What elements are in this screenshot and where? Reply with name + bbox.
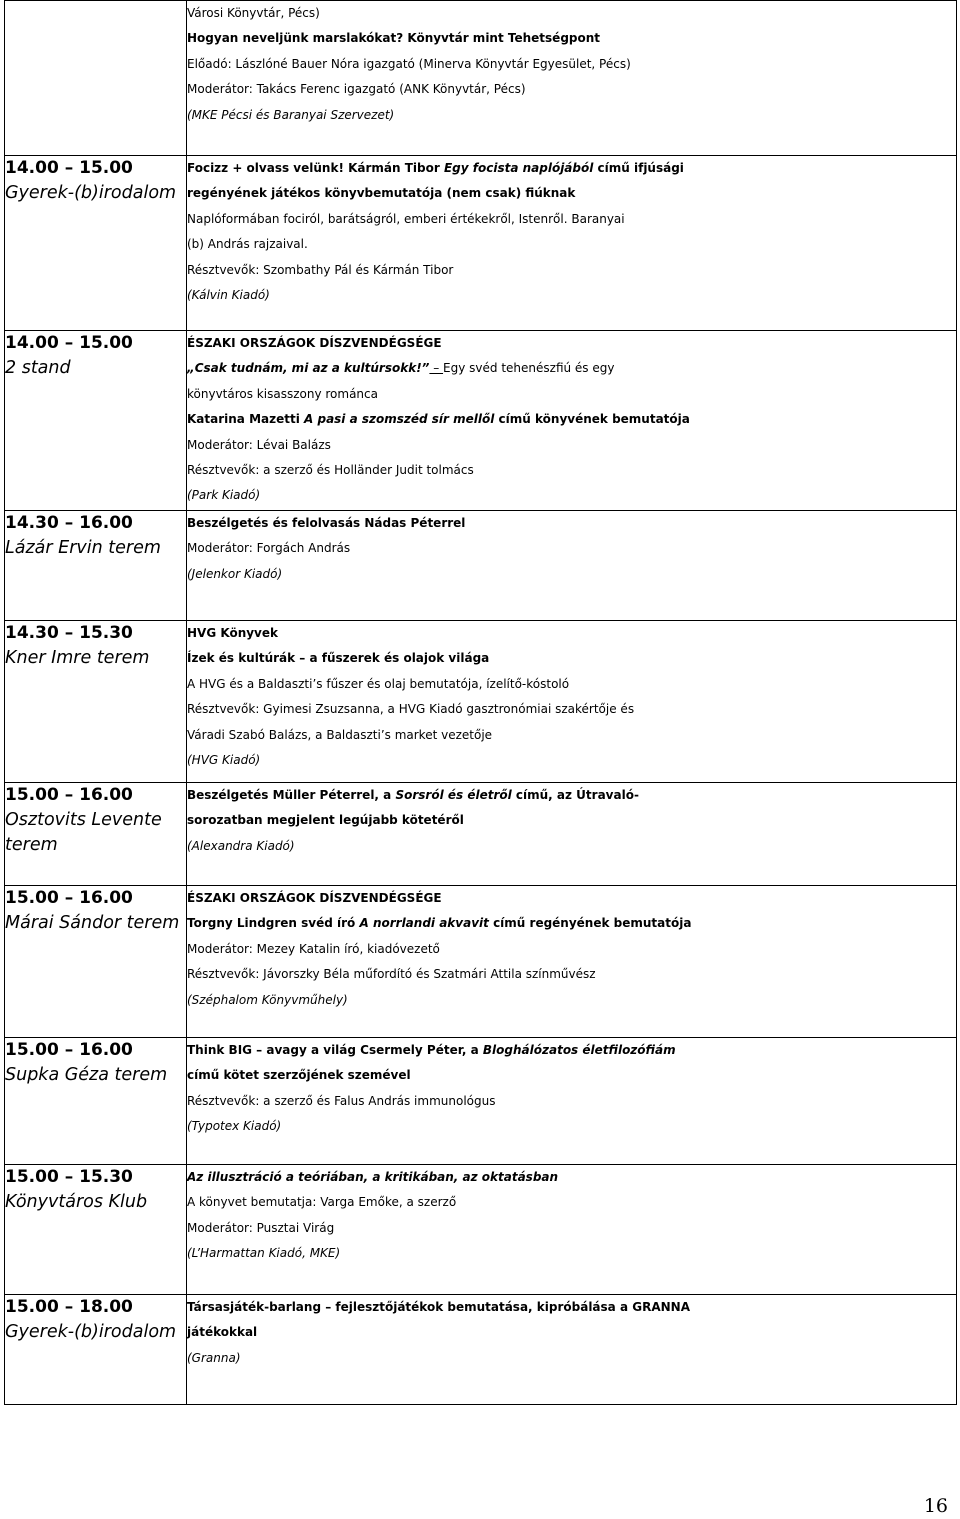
- text-segment: (L’Harmattan Kiadó, MKE): [187, 1246, 341, 1261]
- text-segment: A norrlandi akvavit: [359, 916, 489, 931]
- text-segment: Moderátor: Forgách András: [187, 541, 351, 556]
- time-cell: [5, 1038, 187, 1165]
- text-segment: (MKE Pécsi és Baranyai Szervezet): [187, 107, 395, 122]
- text-segment: című, az Útravaló-: [511, 788, 639, 802]
- text-segment: játékokkal: [187, 1325, 258, 1340]
- time-cell: [5, 783, 187, 886]
- text-segment: Hogyan neveljünk marslakókat? Könyvtár mint Tehetségpont: [187, 31, 601, 46]
- text-segment: Beszélgetés és felolvasás Nádas Péterrel: [187, 516, 466, 530]
- program-row: [5, 1, 957, 156]
- description-cell: [187, 1295, 957, 1405]
- page-number: 16: [923, 1495, 948, 1517]
- description-line: [187, 834, 956, 859]
- text-segment: című könyvének bemutatója: [494, 412, 690, 427]
- text-segment: –: [429, 361, 444, 376]
- program-row: [5, 1165, 957, 1295]
- session-location: Kner Imre terem: [5, 648, 150, 668]
- description-line: [187, 232, 956, 257]
- session-time: 14.30 – 16.00: [5, 513, 133, 533]
- text-segment: (Kálvin Kiadó): [187, 288, 270, 303]
- time-cell: [5, 511, 187, 621]
- description-line: [187, 911, 956, 936]
- text-segment: Az illusztráció a teóriában, a kritikában, az oktatásban: [187, 1170, 559, 1184]
- description-cell: [187, 511, 957, 621]
- text-segment: (Park Kiadó): [187, 488, 261, 503]
- text-segment: című kötet szerzőjének szemével: [187, 1068, 411, 1083]
- time-cell: [5, 886, 187, 1038]
- description-line: [187, 433, 956, 458]
- text-segment: Résztvevők: a szerző és Falus András immunológus: [187, 1093, 496, 1108]
- time-cell: [5, 331, 187, 511]
- text-segment: könyvtáros kisasszony románca: [187, 386, 378, 401]
- program-row: [5, 331, 957, 511]
- session-time: 15.00 – 15.30: [5, 1167, 133, 1187]
- session-location: Gyerek-(b)irodalom: [5, 1322, 177, 1342]
- description-line: [187, 1, 956, 26]
- text-segment: (Typotex Kiadó): [187, 1119, 282, 1134]
- description-line: [187, 808, 956, 833]
- description-line: [187, 1190, 956, 1215]
- text-segment: (Jelenkor Kiadó): [187, 566, 283, 581]
- description-line: [187, 258, 956, 283]
- session-time: 15.00 – 16.00: [5, 888, 133, 908]
- description-line: [187, 52, 956, 77]
- description-line: [187, 382, 956, 407]
- time-cell: [5, 1295, 187, 1405]
- text-segment: Résztvevők: Jávorszky Béla műfordító és Szatmári Attila színművész: [187, 967, 596, 982]
- description-line: [187, 783, 956, 808]
- description-cell: [187, 1038, 957, 1165]
- text-segment: Előadó: Lászlóné Bauer Nóra igazgató (Minerva Könyvtár Egyesület, Pécs): [187, 56, 631, 71]
- description-line: [187, 207, 956, 232]
- description-line: [187, 331, 956, 356]
- text-segment: ÉSZAKI ORSZÁGOK DÍSZVENDÉGSÉGE: [187, 891, 442, 905]
- session-time: 15.00 – 16.00: [5, 1040, 133, 1060]
- text-segment: Társasjáték-barlang – fejlesztőjátékok bemutatása, kipróbálása a GRANNA: [187, 1300, 690, 1314]
- description-line: [187, 748, 956, 773]
- description-line: [187, 1063, 956, 1088]
- session-time: 15.00 – 16.00: [5, 785, 133, 805]
- description-line: [187, 458, 956, 483]
- text-segment: Váradi Szabó Balázs, a Baldaszti’s market vezetője: [187, 727, 493, 742]
- session-location: Gyerek-(b)irodalom: [5, 183, 177, 203]
- text-segment: Moderátor: Lévai Balázs: [187, 437, 331, 452]
- description-cell: [187, 886, 957, 1038]
- text-segment: Résztvevők: a szerző és Holländer Judit tolmács: [187, 463, 474, 478]
- time-cell: [5, 621, 187, 783]
- description-line: [187, 511, 956, 536]
- program-row: [5, 783, 957, 886]
- text-segment: című regényének bemutatója: [488, 916, 692, 931]
- description-line: [187, 1114, 956, 1139]
- session-time: 14.00 – 15.00: [5, 333, 133, 353]
- session-location: Márai Sándor terem: [5, 913, 180, 933]
- program-row: [5, 886, 957, 1038]
- time-cell: [5, 1, 187, 156]
- text-segment: (b) András rajzaival.: [187, 237, 308, 252]
- time-cell: [5, 1165, 187, 1295]
- description-line: [187, 156, 956, 181]
- description-line: [187, 1038, 956, 1063]
- program-row: [5, 1038, 957, 1165]
- description-line: [187, 1216, 956, 1241]
- program-row: [5, 621, 957, 783]
- description-line: [187, 1346, 956, 1371]
- description-line: [187, 1165, 956, 1190]
- text-segment: Egy svéd tehenészfiú és egy: [443, 361, 615, 376]
- session-time: 14.30 – 15.30: [5, 623, 133, 643]
- program-body: [5, 1, 957, 1405]
- text-segment: Résztvevők: Szombathy Pál és Kármán Tibor: [187, 262, 454, 277]
- description-line: [187, 1295, 956, 1320]
- program-row: [5, 511, 957, 621]
- text-segment: (Alexandra Kiadó): [187, 838, 295, 853]
- description-cell: [187, 1165, 957, 1295]
- description-line: [187, 26, 956, 51]
- description-line: [187, 621, 956, 646]
- program-table: [4, 0, 957, 1405]
- description-line: [187, 536, 956, 561]
- session-location: Könyvtáros Klub: [5, 1192, 148, 1212]
- text-segment: Egy focista naplójából: [443, 161, 594, 175]
- text-segment: A pasi a szomszéd sír mellől: [304, 412, 495, 427]
- description-line: [187, 962, 956, 987]
- description-line: [187, 103, 956, 128]
- description-line: [187, 356, 956, 381]
- description-line: [187, 77, 956, 102]
- text-segment: sorozatban megjelent legújabb kötetéről: [187, 813, 464, 828]
- text-segment: Torgny Lindgren svéd író: [187, 916, 360, 931]
- text-segment: regényének játékos könyvbemutatója (nem csak) fiúknak: [187, 186, 576, 201]
- description-cell: [187, 1, 957, 156]
- session-time: 15.00 – 18.00: [5, 1297, 133, 1317]
- text-segment: (Granna): [187, 1350, 241, 1365]
- text-segment: „Csak tudnám, mi az a kultúrsokk!”: [187, 361, 430, 376]
- description-line: [187, 646, 956, 671]
- description-line: [187, 886, 956, 911]
- text-segment: című ifjúsági: [593, 161, 684, 175]
- description-line: [187, 988, 956, 1013]
- session-location: Supka Géza terem: [5, 1065, 168, 1085]
- text-segment: Városi Könyvtár, Pécs): [187, 6, 320, 20]
- description-line: [187, 1241, 956, 1266]
- description-cell: [187, 331, 957, 511]
- text-segment: Beszélgetés Müller Péterrel, a: [187, 788, 396, 802]
- session-time: 14.00 – 15.00: [5, 158, 133, 178]
- description-cell: [187, 156, 957, 331]
- text-segment: Bloghálózatos életfilozófiám: [482, 1043, 676, 1057]
- text-segment: Focizz + olvass velünk! Kármán Tibor: [187, 161, 444, 175]
- text-segment: Moderátor: Mezey Katalin író, kiadóvezető: [187, 941, 440, 956]
- time-cell: [5, 156, 187, 331]
- description-line: [187, 937, 956, 962]
- description-cell: [187, 621, 957, 783]
- text-segment: Naplóformában fociról, barátságról, emberi értékekről, Istenről. Baranyai: [187, 211, 625, 226]
- text-segment: Ízek és kultúrák – a fűszerek és olajok világa: [187, 651, 490, 666]
- description-line: [187, 283, 956, 308]
- program-row: [5, 156, 957, 331]
- session-location: 2 stand: [5, 358, 71, 378]
- program-row: [5, 1295, 957, 1405]
- description-line: [187, 1320, 956, 1345]
- text-segment: ÉSZAKI ORSZÁGOK DÍSZVENDÉGSÉGE: [187, 336, 442, 350]
- text-segment: HVG Könyvek: [187, 626, 278, 640]
- description-line: [187, 407, 956, 432]
- text-segment: (HVG Kiadó): [187, 753, 261, 768]
- description-cell: [187, 783, 957, 886]
- text-segment: Katarina Mazetti: [187, 412, 305, 427]
- text-segment: Sorsról és életről: [395, 788, 512, 802]
- description-line: [187, 672, 956, 697]
- text-segment: Résztvevők: Gyimesi Zsuzsanna, a HVG Kiadó gasztronómiai szakértője és: [187, 702, 635, 717]
- text-segment: A HVG és a Baldaszti’s fűszer és olaj bemutatója, ízelítő-kóstoló: [187, 676, 570, 691]
- text-segment: Moderátor: Pusztai Virág: [187, 1220, 335, 1235]
- text-segment: Think BIG – avagy a világ Csermely Péter, a: [187, 1043, 483, 1057]
- session-location: Osztovits Levente terem: [5, 810, 162, 855]
- description-line: [187, 723, 956, 748]
- text-segment: A könyvet bemutatja: Varga Emőke, a szerző: [187, 1195, 457, 1210]
- text-segment: Moderátor: Takács Ferenc igazgató (ANK Könyvtár, Pécs): [187, 82, 526, 97]
- description-line: [187, 483, 956, 508]
- description-line: [187, 1089, 956, 1114]
- description-line: [187, 181, 956, 206]
- description-line: [187, 562, 956, 587]
- description-line: [187, 697, 956, 722]
- session-location: Lázár Ervin terem: [5, 538, 161, 558]
- text-segment: (Széphalom Könyvműhely): [187, 992, 348, 1007]
